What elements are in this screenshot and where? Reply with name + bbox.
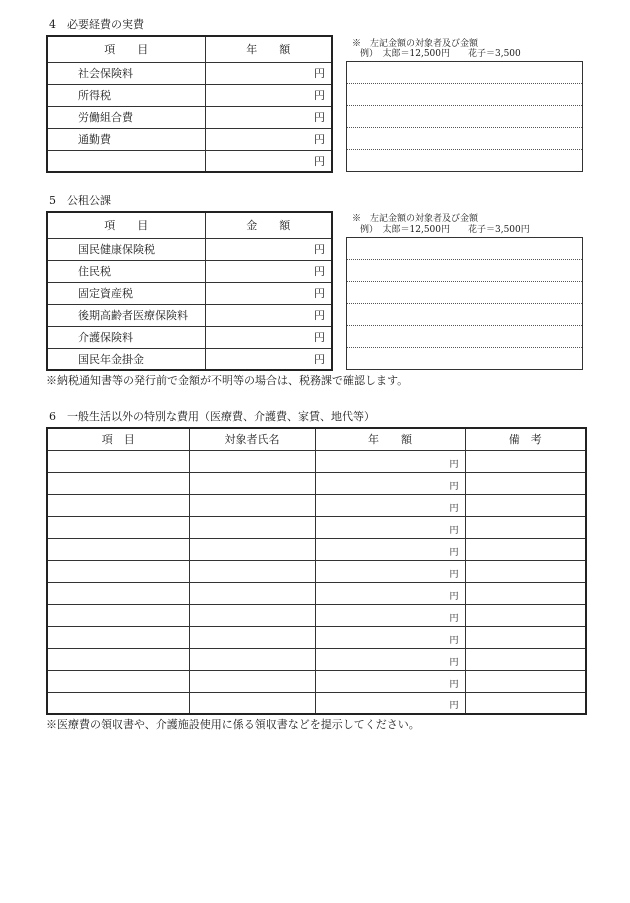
section5-amount-cell[interactable]: 円 [205, 260, 332, 282]
table-row [47, 538, 586, 560]
section4-row-label: 通勤費 [47, 128, 205, 150]
section4-amount-cell[interactable]: 円 [205, 150, 332, 172]
section5-amount-cell[interactable]: 円 [205, 326, 332, 348]
section5-row-label: 住民税 [47, 260, 205, 282]
section6-amount-cell[interactable]: 円 [315, 648, 465, 670]
table-row [47, 626, 586, 648]
section4-amount-cell[interactable]: 円 [205, 128, 332, 150]
side-entry-line[interactable] [347, 128, 583, 150]
section4-heading: 4 必要経費の実費 [49, 18, 144, 31]
section6-name-cell[interactable] [189, 450, 315, 472]
section6-remarks-cell[interactable] [465, 670, 586, 692]
side-entry-line[interactable] [347, 106, 583, 128]
table-row [47, 560, 586, 582]
section4-row-label: 労働組合費 [47, 106, 205, 128]
section6-item-cell[interactable] [47, 582, 189, 604]
section6-name-cell[interactable] [189, 670, 315, 692]
section4-table [46, 35, 333, 173]
section6-name-cell[interactable] [189, 692, 315, 714]
section6-remarks-cell[interactable] [465, 516, 586, 538]
section6-col-item: 項 目 [47, 428, 189, 450]
section5-amount-cell[interactable]: 円 [205, 348, 332, 370]
section6-item-cell[interactable] [47, 450, 189, 472]
section6-col-amount: 年 額 [315, 428, 465, 450]
side-entry-line[interactable] [347, 238, 583, 260]
section6-amount-cell[interactable]: 円 [315, 604, 465, 626]
section6-item-cell[interactable] [47, 538, 189, 560]
section6-name-cell[interactable] [189, 626, 315, 648]
section6-item-cell[interactable] [47, 670, 189, 692]
section6-amount-cell[interactable]: 円 [315, 516, 465, 538]
section5-side-note-2: 例） 太郎＝12,500円 花子＝3,500円 [360, 225, 530, 235]
section6-table [46, 427, 587, 715]
section5-side-box [346, 237, 583, 370]
section6-remarks-cell[interactable] [465, 692, 586, 714]
section6-amount-cell[interactable]: 円 [315, 472, 465, 494]
section6-remarks-cell[interactable] [465, 538, 586, 560]
section4-side-box [346, 61, 583, 172]
table-row [47, 450, 586, 472]
section5-amount-cell[interactable]: 円 [205, 304, 332, 326]
table-row [47, 516, 586, 538]
table-row [47, 472, 586, 494]
section6-item-cell[interactable] [47, 494, 189, 516]
section6-remarks-cell[interactable] [465, 604, 586, 626]
section6-name-cell[interactable] [189, 472, 315, 494]
section6-name-cell[interactable] [189, 560, 315, 582]
table-row [47, 692, 586, 714]
section4-amount-cell[interactable]: 円 [205, 62, 332, 84]
section6-amount-cell[interactable]: 円 [315, 494, 465, 516]
section6-name-cell[interactable] [189, 648, 315, 670]
section6-item-cell[interactable] [47, 472, 189, 494]
section6-remarks-cell[interactable] [465, 472, 586, 494]
section4-amount-cell[interactable]: 円 [205, 84, 332, 106]
section6-remarks-cell[interactable] [465, 494, 586, 516]
section4-side-note-2: 例） 太郎＝12,500円 花子＝3,500 [360, 49, 521, 59]
table-row [47, 494, 586, 516]
side-entry-line[interactable] [347, 260, 583, 282]
section5-row-label: 固定資産税 [47, 282, 205, 304]
section4-amount-cell[interactable]: 円 [205, 106, 332, 128]
section4-col-amount: 年 額 [205, 36, 332, 62]
section6-amount-cell[interactable]: 円 [315, 450, 465, 472]
section6-remarks-cell[interactable] [465, 648, 586, 670]
section6-amount-cell[interactable]: 円 [315, 560, 465, 582]
section5-footer-note: ※納税通知書等の発行前で金額が不明等の場合は、税務課で確認します。 [46, 374, 409, 387]
section6-remarks-cell[interactable] [465, 450, 586, 472]
side-entry-line[interactable] [347, 348, 583, 370]
section6-col-remarks: 備 考 [465, 428, 586, 450]
section6-name-cell[interactable] [189, 538, 315, 560]
section4-col-item: 項 目 [47, 36, 205, 62]
section6-remarks-cell[interactable] [465, 560, 586, 582]
section5-row-label: 介護保険料 [47, 326, 205, 348]
section6-item-cell[interactable] [47, 692, 189, 714]
section6-footer-note: ※医療費の領収書や、介護施設使用に係る領収書などを提示してください。 [46, 718, 420, 731]
section6-remarks-cell[interactable] [465, 626, 586, 648]
section6-amount-cell[interactable]: 円 [315, 538, 465, 560]
section6-item-cell[interactable] [47, 560, 189, 582]
section4-row-label: 所得税 [47, 84, 205, 106]
section4-side-note-1: ※ 左記金額の対象者及び金額 [352, 39, 479, 49]
section6-name-cell[interactable] [189, 494, 315, 516]
section6-amount-cell[interactable]: 円 [315, 692, 465, 714]
section5-heading: 5 公租公課 [49, 194, 111, 207]
section5-amount-cell[interactable]: 円 [205, 282, 332, 304]
side-entry-line[interactable] [347, 304, 583, 326]
table-row [47, 582, 586, 604]
side-entry-line[interactable] [347, 150, 583, 172]
section6-amount-cell[interactable]: 円 [315, 582, 465, 604]
section6-amount-cell[interactable]: 円 [315, 626, 465, 648]
section5-col-item: 項 目 [47, 212, 205, 238]
section6-name-cell[interactable] [189, 582, 315, 604]
section6-amount-cell[interactable]: 円 [315, 670, 465, 692]
section6-item-cell[interactable] [47, 604, 189, 626]
table-row [47, 648, 586, 670]
side-entry-line[interactable] [347, 326, 583, 348]
section6-name-cell[interactable] [189, 604, 315, 626]
section5-row-label: 国民健康保険税 [47, 238, 205, 260]
section6-heading: 6 一般生活以外の特別な費用（医療費、介護費、家賃、地代等） [49, 410, 375, 423]
section5-row-label: 国民年金掛金 [47, 348, 205, 370]
side-entry-line[interactable] [347, 282, 583, 304]
section6-item-cell[interactable] [47, 648, 189, 670]
section4-row-label[interactable] [47, 150, 205, 172]
section4-row-label: 社会保険料 [47, 62, 205, 84]
section6-remarks-cell[interactable] [465, 582, 586, 604]
section6-item-cell[interactable] [47, 626, 189, 648]
section6-item-cell[interactable] [47, 516, 189, 538]
section5-table [46, 211, 333, 371]
section5-col-amount: 金 額 [205, 212, 332, 238]
table-row [47, 670, 586, 692]
side-entry-line[interactable] [347, 84, 583, 106]
section6-col-name: 対象者氏名 [189, 428, 315, 450]
side-entry-line[interactable] [347, 62, 583, 84]
section5-side-note-1: ※ 左記金額の対象者及び金額 [352, 214, 479, 224]
table-row [47, 604, 586, 626]
section5-amount-cell[interactable]: 円 [205, 238, 332, 260]
section6-name-cell[interactable] [189, 516, 315, 538]
section5-row-label: 後期高齢者医療保険料 [47, 304, 205, 326]
